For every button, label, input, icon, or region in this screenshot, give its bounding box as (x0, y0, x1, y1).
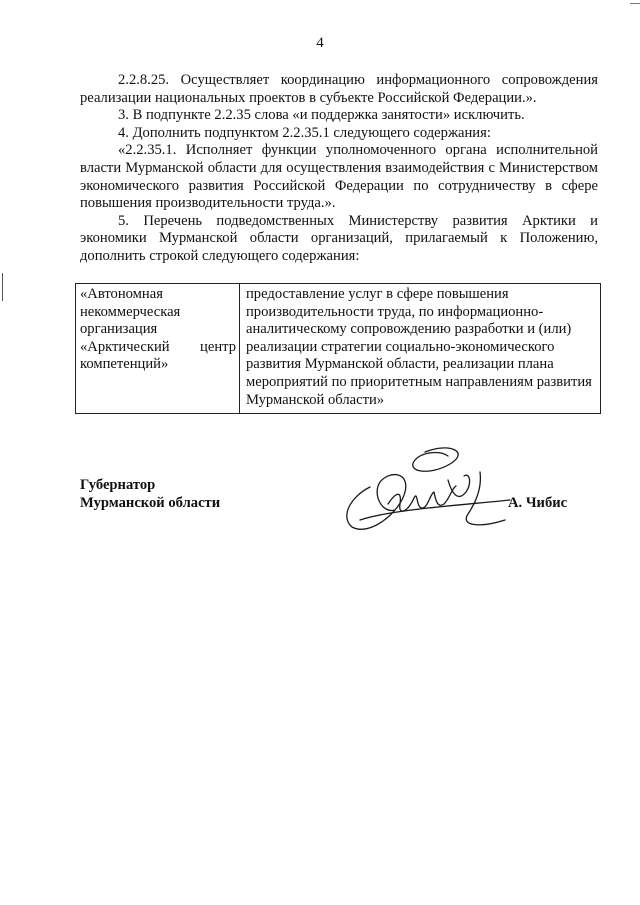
paragraph-item-5: 5. Перечень подведомственных Министерству развития Арктики и экономики Мурманской области организаций, прилагаемый к Положению, дополнить строкой следующего содержания: (80, 212, 598, 264)
signatory-title-line2: Мурманской области (80, 495, 221, 511)
organization-cell: «Автономная некоммерческая организация «Арктический центр компетенций» (76, 284, 240, 414)
description-cell: предоставление услуг в сфере повышения производительности труда, по информационно-аналитическому сопровождению разработки и (или) реализации стратегии социально-экономического развития Мурманской области, реализации плана мероприятий по приоритетным направлениям развития Мурманской области» (240, 284, 601, 414)
document-body (80, 72, 598, 266)
signatory-title (80, 476, 220, 512)
page-number: 4 (316, 35, 324, 51)
organizations-table (75, 283, 601, 414)
corner-mark (630, 0, 640, 4)
scan-edge-mark (2, 273, 3, 301)
signatory-name: А. Чибис (508, 495, 568, 511)
paragraph-2-2-35-1: «2.2.35.1. Исполняет функции уполномоченного органа исполнительной власти Мурманской области для осуществления взаимодействия с Министерством экономического развития Российской Федерации по сотрудничеству в сфере повышения производительности труда.». (80, 142, 598, 212)
paragraph-item-4: 4. Дополнить подпунктом 2.2.35.1 следующего содержания: (118, 124, 491, 141)
signatory-title-line1: Губернатор (80, 477, 156, 493)
table-row (76, 284, 601, 414)
paragraph-item-3: 3. В подпункте 2.2.35 слова «и поддержка занятости» исключить. (118, 107, 525, 124)
paragraph-2-2-8-25: 2.2.8.25. Осуществляет координацию информационного сопровождения реализации национальных проектов в субъекте Российской Федерации.». (80, 72, 598, 106)
handwritten-signature (330, 442, 520, 542)
